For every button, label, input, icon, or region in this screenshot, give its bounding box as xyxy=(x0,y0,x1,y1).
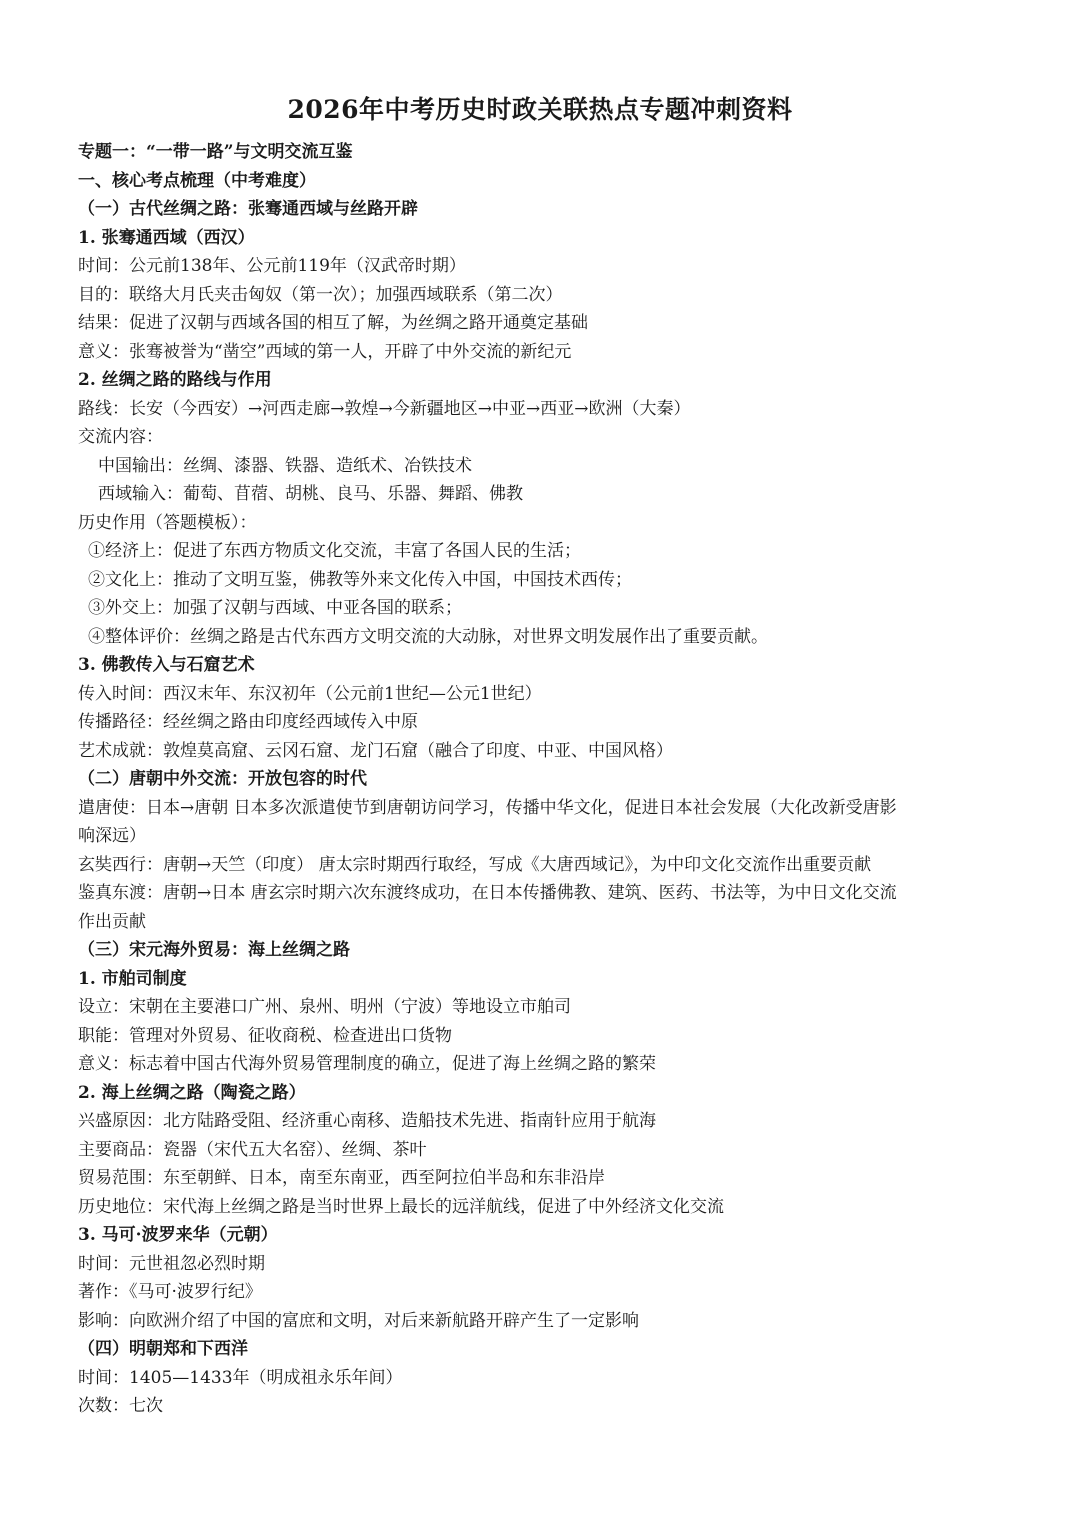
text-line: 路线：长安（今西安）→河西走廊→敦煌→今新疆地区→中亚→西亚→欧洲（大秦） xyxy=(78,398,691,419)
document-title: 2026年中考历史时政关联热点专题冲刺资料 xyxy=(287,95,793,124)
text-line: 次数：七次 xyxy=(78,1396,163,1416)
section-heading: 2. 海上丝绸之路（陶瓷之路） xyxy=(78,1082,306,1103)
text-line: 时间：公元前138年、公元前119年（汉武帝时期） xyxy=(78,256,466,276)
document-body xyxy=(78,138,1018,1421)
section-heading: （四）明朝郑和下西洋 xyxy=(78,1339,248,1359)
section-heading: （二）唐朝中外交流：开放包容的时代 xyxy=(78,769,367,789)
section-heading: 1. 市舶司制度 xyxy=(78,968,187,989)
text-line: 兴盛原因：北方陆路受阻、经济重心南移、造船技术先进、指南针应用于航海 xyxy=(78,1111,656,1131)
text-line: 贸易范围：东至朝鲜、日本，南至东南亚，西至阿拉伯半岛和东非沿岸 xyxy=(78,1168,605,1188)
text-line: 西域输入：葡萄、苜蓿、胡桃、良马、乐器、舞蹈、佛教 xyxy=(98,484,523,504)
text-line: 遣唐使：日本→唐朝 日本多次派遣使节到唐朝访问学习，传播中华文化，促进日本社会发展（大化改新受唐影 xyxy=(78,797,897,818)
text-line: ③外交上：加强了汉朝与西域、中亚各国的联系； xyxy=(88,598,462,618)
text-line: 交流内容： xyxy=(78,427,163,447)
text-line: 影响：向欧洲介绍了中国的富庶和文明，对后来新航路开辟产生了一定影响 xyxy=(78,1310,639,1331)
text-line: 意义：张骞被誉为“凿空”西域的第一人，开辟了中外交流的新纪元 xyxy=(78,341,572,362)
text-line: 设立：宋朝在主要港口广州、泉州、明州（宁波）等地设立市舶司 xyxy=(78,997,571,1017)
section-heading: 1. 张骞通西域（西汉） xyxy=(78,227,255,248)
text-line: 历史作用（答题模板）： xyxy=(78,512,257,533)
text-line: 历史地位：宋代海上丝绸之路是当时世界上最长的远洋航线，促进了中外经济文化交流 xyxy=(78,1196,724,1217)
text-line: 结果：促进了汉朝与西域各国的相互了解，为丝绸之路开通奠定基础 xyxy=(78,313,588,333)
text-line: 主要商品：瓷器（宋代五大名窑）、丝绸、茶叶 xyxy=(78,1139,427,1160)
section-heading: 3. 佛教传入与石窟艺术 xyxy=(78,655,255,675)
section-heading: （一）古代丝绸之路：张骞通西域与丝路开辟 xyxy=(78,199,418,219)
text-line: 意义：标志着中国古代海外贸易管理制度的确立，促进了海上丝绸之路的繁荣 xyxy=(78,1054,656,1074)
section-heading: 3. 马可·波罗来华（元朝） xyxy=(78,1225,278,1245)
section-heading: 一、核心考点梳理（中考难度） xyxy=(78,170,316,191)
text-line: 传入时间：西汉末年、东汉初年（公元前1世纪—公元1世纪） xyxy=(78,683,542,704)
section-heading: 2. 丝绸之路的路线与作用 xyxy=(78,370,272,390)
text-line: ④整体评价：丝绸之路是古代东西方文明交流的大动脉，对世界文明发展作出了重要贡献。 xyxy=(88,626,768,647)
text-line: 响深远） xyxy=(78,826,146,846)
text-line: 时间：元世祖忽必烈时期 xyxy=(78,1253,265,1274)
text-line: 著作：《马可·波罗行纪》 xyxy=(78,1282,262,1302)
text-line: 传播路径：经丝绸之路由印度经西域传入中原 xyxy=(78,712,418,732)
text-line: 鉴真东渡：唐朝→日本 唐玄宗时期六次东渡终成功，在日本传播佛教、建筑、医药、书法等，为中日文化交流 xyxy=(78,883,897,903)
text-line: 时间：1405—1433年（明成祖永乐年间） xyxy=(78,1367,403,1388)
text-line: 艺术成就：敦煌莫高窟、云冈石窟、龙门石窟（融合了印度、中亚、中国风格） xyxy=(78,740,673,761)
text-line: ①经济上：促进了东西方物质文化交流，丰富了各国人民的生活； xyxy=(88,541,581,561)
text-line: 目的：联络大月氏夹击匈奴（第一次）；加强西域联系（第二次） xyxy=(78,284,563,305)
text-line: 职能：管理对外贸易、征收商税、检查进出口货物 xyxy=(78,1025,452,1046)
text-line: 作出贡献 xyxy=(78,911,146,932)
text-line: 中国输出：丝绸、漆器、铁器、造纸术、冶铁技术 xyxy=(98,455,472,476)
section-heading: 专题一：“一带一路”与文明交流互鉴 xyxy=(78,142,353,162)
text-line: ②文化上：推动了文明互鉴，佛教等外来文化传入中国，中国技术西传； xyxy=(88,569,632,590)
text-line: 玄奘西行：唐朝→天竺（印度） 唐太宗时期西行取经，写成《大唐西域记》，为中印文化交流作出重要贡献 xyxy=(78,854,872,875)
section-heading: （三）宋元海外贸易：海上丝绸之路 xyxy=(78,940,350,960)
